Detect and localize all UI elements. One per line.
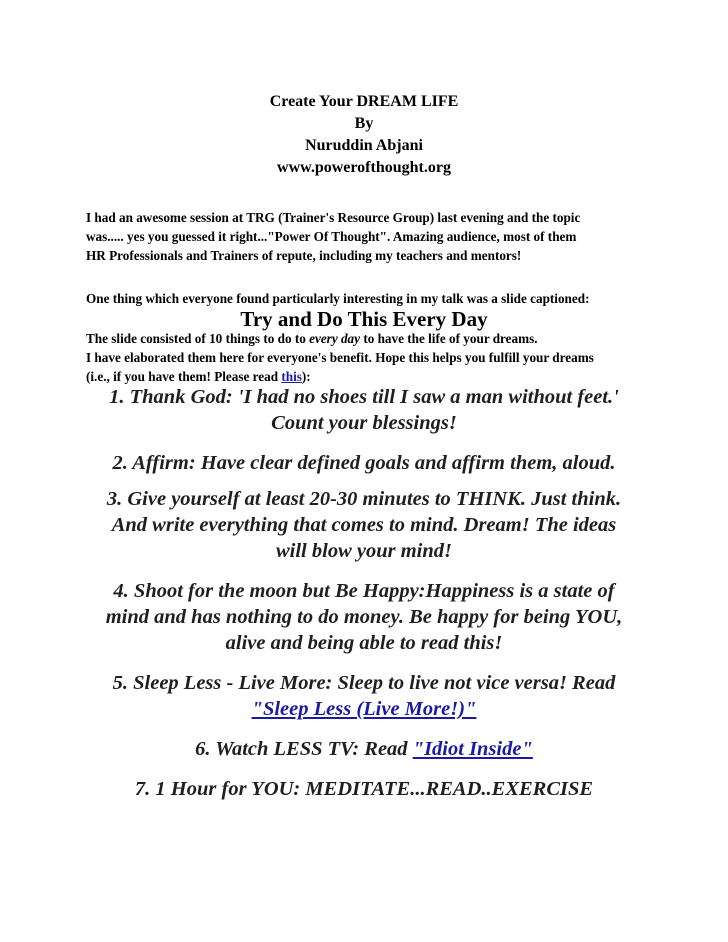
byline: By: [354, 115, 374, 132]
intro-paragraph: I had an awesome session at TRG (Trainer's Resource Group) last evening and the topic was..... yes you guessed it right..."Power Of Thought". Amazing audience, most of them HR Professionals and Trainers of repute, including my teachers and mentors!: [86, 210, 581, 263]
slide-caption: Try and Do This Every Day: [240, 307, 488, 331]
slide-intro: One thing which everyone found particularly interesting in my talk was a slide captioned:: [86, 291, 590, 306]
document-title: Create Your DREAM LIFE: [269, 93, 459, 110]
sleep-less-link[interactable]: "Sleep Less (Live More!)": [251, 698, 477, 720]
details-paragraph: The slide consisted of 10 things to do to every day to have the life of your dreams. I have elaborated them here for everyone's benefit. Hope this helps you fulfill your dreams (i.e., if you have them! Please read this):: [86, 331, 594, 384]
list-item: 4. Shoot for the moon but Be Happy:Happiness is a state of mind and has nothing to do money. Be happy for being YOU, alive and being able to read this!: [105, 580, 623, 654]
list-item: 3. Give yourself at least 20-30 minutes to THINK. Just think. And write everything that comes to mind. Dream! The ideas will blow your mind!: [106, 488, 622, 562]
document-header: [0, 91, 728, 179]
website-text: www.powerofthought.org: [277, 159, 451, 176]
idiot-inside-link[interactable]: "Idiot Inside": [412, 738, 533, 760]
list-item: 7. 1 Hour for YOU: MEDITATE...READ..EXERCISE: [134, 778, 594, 800]
author-name: Nuruddin Abjani: [305, 137, 423, 154]
list-item: 5. Sleep Less - Live More: Sleep to live not vice versa! Read "Sleep Less (Live More!)": [112, 672, 616, 720]
list-item: 1. Thank God: 'I had no shoes till I saw a man without feet.' Count your blessings!: [109, 386, 619, 434]
list-item: 6. Watch LESS TV: Read "Idiot Inside": [195, 738, 533, 760]
this-link[interactable]: this: [281, 369, 302, 384]
items-list: [0, 384, 728, 816]
list-item: 2. Affirm: Have clear defined goals and affirm them, aloud.: [112, 452, 616, 474]
